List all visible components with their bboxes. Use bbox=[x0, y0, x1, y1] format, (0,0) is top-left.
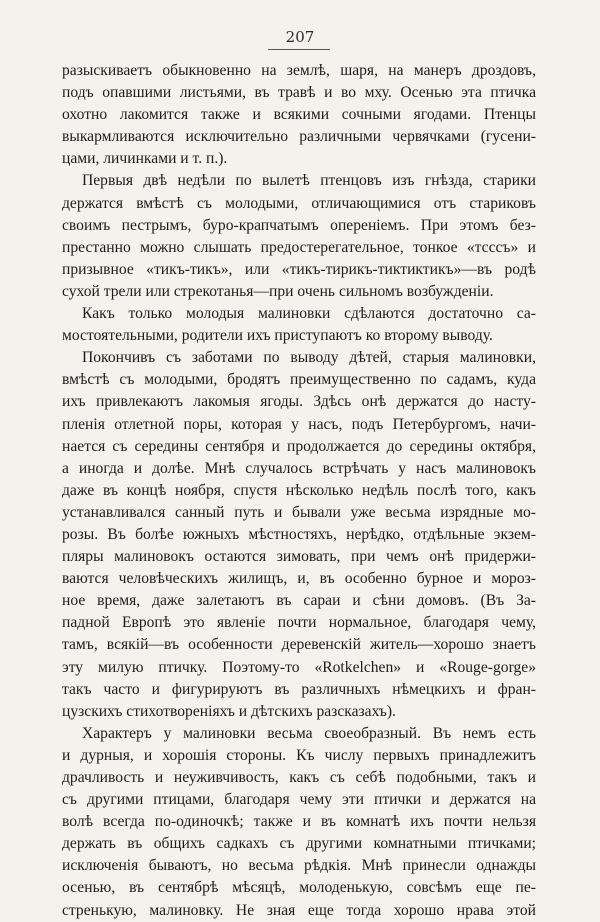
text-line: престанно можно слышать предостерегательное, тонкое «тсссъ» и bbox=[62, 238, 536, 256]
body-text bbox=[62, 60, 536, 922]
text-line: Характеръ у малиновки весьма своеобразный. Въ немъ есть bbox=[82, 724, 536, 742]
text-line: такъ часто и фигурируютъ въ различныхъ нѣмецкихъ и фран- bbox=[62, 680, 536, 698]
text-line: осенью, въ сентябрѣ мѣсяцѣ, молоденькую, совсѣмъ еще пе- bbox=[62, 879, 536, 897]
text-line: охотно лакомится также и всякими сочными ягодами. Птенцы bbox=[62, 106, 536, 124]
text-line: сухой трели или стрекотанья—при очень сильномъ возбужденіи. bbox=[62, 282, 494, 300]
text-line: мостоятельными, родители ихъ приступаютъ ко второму выводу. bbox=[62, 327, 493, 345]
header-rule bbox=[268, 49, 330, 50]
text-line: пленія отлетной поры, которая у насъ, подъ Петербургомъ, начи- bbox=[62, 415, 536, 433]
text-line: и дурныя, и хорошія стороны. Къ числу первыхъ принадлежитъ bbox=[62, 746, 536, 764]
text-line: своимъ пестрымъ, буро-крапчатымъ опереніемъ. При этомъ без- bbox=[62, 216, 536, 234]
text-line: съ другими птицами, благодаря чему эти птички и держатся на bbox=[62, 791, 536, 809]
text-line: ваются человѣческихъ жилищъ, и, въ особенно бурное и мороз- bbox=[62, 570, 536, 588]
text-line: цами, личинками и т. п.). bbox=[62, 150, 228, 168]
text-line: розы. Въ болѣе южныхъ мѣстностяхъ, нерѣдко, отдѣльные экзем- bbox=[62, 525, 536, 543]
text-line: держать въ общихъ садкахъ съ другими комнатными птичками; bbox=[62, 835, 536, 853]
text-line: эту милую птичку. Поэтому-то «Rotkelchen» и «Rouge-gorge» bbox=[62, 658, 536, 676]
text-line: а иногда и долѣе. Мнѣ случалось встрѣчать у насъ малиновокъ bbox=[62, 459, 536, 477]
text-line: устанавливался санный путь и бывали уже весьма изрядные мо- bbox=[62, 503, 536, 521]
text-line: волѣ всегда по-одиночкѣ; также и въ комнатѣ ихъ почти нельзя bbox=[62, 813, 536, 831]
text-line: драчливость и неуживчивость, какъ съ себѣ подобными, такъ и bbox=[62, 769, 536, 786]
text-line: исключенія бываютъ, но весьма рѣдкія. Мнѣ принесли однажды bbox=[62, 857, 536, 875]
text-line: Первыя двѣ недѣли по вылетѣ птенцовъ изъ гнѣзда, старики bbox=[82, 172, 536, 190]
text-line: вмѣстѣ съ молодыми, бродятъ преимущественно по садамъ, куда bbox=[62, 371, 536, 389]
text-line: разыскиваетъ обыкновенно на землѣ, шаря, на манеръ дроздовъ, bbox=[62, 62, 536, 79]
text-line: подъ опавшими листьями, въ травѣ и во мху. Осенью эта птичка bbox=[62, 84, 536, 102]
text-line: ное время, даже залетаютъ въ сараи и сѣни домовъ. (Въ За- bbox=[62, 592, 536, 610]
text-line: стренькую, малиновку. Не зная еще тогда хорошо нрава этой bbox=[62, 901, 536, 919]
text-line: держатся вмѣстѣ съ молодыми, отличающимися отъ стариковъ bbox=[62, 194, 536, 212]
text-line: ихъ привлекаютъ лакомыя ягоды. Здѣсь онѣ держатся до насту- bbox=[62, 393, 536, 411]
text-line: призывное «тикъ-тикъ», или «тикъ-тирикъ-тиктиктикъ»—въ родѣ bbox=[62, 260, 536, 278]
text-line: пляры малиновокъ остаются зимовать, при чемъ онѣ придержи- bbox=[62, 548, 536, 566]
text-line: цузскихъ стихотвореніяхъ и дѣтскихъ разсказахъ). bbox=[62, 702, 396, 720]
text-line: тамъ, всякій—въ особенности деревенскій житель—хорошо знаетъ bbox=[62, 636, 536, 654]
text-line: даже въ концѣ ноября, спустя нѣсколько недѣль послѣ того, какъ bbox=[62, 481, 536, 499]
text-line: выкармливаются исключительно различными червячками (гусени- bbox=[62, 128, 536, 146]
text-line: нается съ середины сентября и продолжается до середины октября, bbox=[62, 437, 536, 455]
text-line: Какъ только молодыя малиновки сдѣлаются достаточно са- bbox=[82, 305, 536, 323]
text-line: Покончивъ съ заботами по выводу дѣтей, старыя малиновки, bbox=[82, 349, 536, 367]
text-line: падной Европѣ это явленіе почти нормальное, благодаря чему, bbox=[62, 614, 536, 632]
page-number: 207 bbox=[285, 28, 315, 46]
